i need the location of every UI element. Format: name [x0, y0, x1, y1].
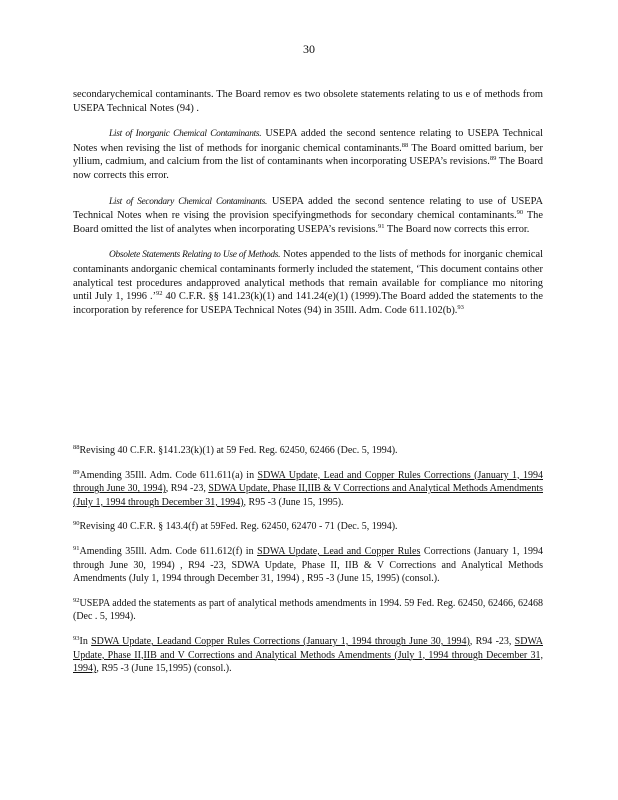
footnote-text: , R95 -3 (June 15, 1995). [243, 496, 344, 508]
footnote-number: 90 [73, 520, 80, 528]
footnote-ref[interactable]: 89 [489, 155, 497, 163]
footnote [73, 444, 543, 458]
footnote-text: Amending 35Ill. Adm. Code 611.612(f) in [79, 545, 258, 557]
footnote [73, 520, 543, 534]
footnote-number: 92 [73, 596, 80, 604]
paragraph-text: USEPA added the second sentence relating to USEPA Technical Notes when revising the list of methods for inorganic chemical contaminants. [73, 128, 544, 154]
footnote-text: Revising 40 C.F.R. § 143.4(f) at 59Fed. Reg. 62450, 62470 - 71 (Dec. 5, 1994). [79, 521, 398, 533]
footnote-citation: SDWA Update, Lead and Copper Rules [257, 545, 421, 557]
paragraph-text: USEPA added the second sentence relating to use of USEPA Technical Notes when re vising the provision specifyingmethods for secondary chemical contaminants. [73, 195, 543, 222]
paragraph-text: Notes appended to the lists of methods for inorganic chemical contaminants andorganic chemical contaminants formerly included the statement, ‘This document contains other analytical test procedures andapproved analytical methods that remain available for compliance mo nitoring until July 1, 1996 .’ [73, 249, 543, 303]
footnote-ref[interactable]: 88 [401, 141, 409, 149]
footnote-text: , R94 -23, [469, 635, 515, 647]
footnote-citation: SDWA Update, Phase II,IIB and V Corrections and Analytical Methods Amendments (July 1, 1994 through December 31, 1994) [73, 635, 543, 675]
body-text [73, 88, 543, 329]
paragraph-secondary [73, 195, 543, 237]
footnote-text: Revising 40 C.F.R. §141.23(k)(1) at 59 Fed. Reg. 62450, 62466 (Dec. 5, 1994). [79, 445, 398, 456]
footnote-ref[interactable]: 90 [516, 209, 524, 217]
paragraph-text: The Board now corrects this error. [384, 223, 530, 235]
footnote-text: Corrections (January 1, 1994 through June 30, 1994) , R94 -23, SDWA Update, Phase II, IIB & V Corrections and Analytical Methods Amendments (July 1, 1994 through December 31, 1994) , R95 -3 (June 15, 1995) (consol.). [73, 545, 543, 585]
footnote-citation: SDWA Update, Lead and Copper Rules Corrections (January 1, 1994 through June 30, 1994) [73, 469, 544, 495]
footnote-ref[interactable]: 93 [457, 303, 464, 311]
paragraph-text: The Board omitted barium, ber yllium, cadmium, and calcium from the list of contaminants when incorporating USEPA’s revisions. [73, 142, 543, 168]
footnote [73, 469, 543, 510]
footnote-text: , R94 -23, [165, 483, 209, 495]
page-number: 30 [303, 42, 315, 56]
section-heading: List of Secondary Chemical Contaminants. [109, 196, 268, 207]
section-heading: List of Inorganic Chemical Contaminants. [109, 129, 262, 140]
footnote-text: Amending 35Ill. Adm. Code 611.611(a) in [79, 469, 258, 481]
footnote [73, 597, 543, 624]
footnote-ref[interactable]: 91 [377, 222, 385, 230]
footnote-citation: SDWA Update, Leadand Copper Rules Corrections (January 1, 1994 through June 30, 1994) [91, 635, 470, 647]
footnote [73, 545, 543, 586]
footnotes [73, 444, 543, 687]
footnote-text: In [79, 635, 92, 647]
footnote-ref[interactable]: 92 [156, 290, 163, 298]
paragraph-intro: secondarychemical contaminants. The Board remov es two obsolete statements relating to us e of methods from USEPA Technical Notes (94) . [73, 89, 543, 114]
footnote-text: USEPA added the statements as part of analytical methods amendments in 1994. 59 Fed. Reg. 62450, 62466, 62468 (Dec . 5, 1994). [73, 597, 543, 623]
paragraph-inorganic [73, 127, 543, 182]
footnote-number: 93 [73, 634, 80, 642]
footnote-citation: SDWA Update, Phase II,IIB & V Corrections and Analytical Methods Amendments (July 1, 1994 through December 31, 1994) [73, 483, 543, 508]
section-heading: Obsolete Statements Relating to Use of Methods. [109, 250, 281, 261]
paragraph-obsolete [73, 248, 543, 317]
footnote [73, 635, 543, 676]
paragraph-text: The Board now corrects this error. [73, 156, 543, 181]
footnote-number: 91 [73, 544, 80, 552]
paragraph-text: The Board omitted the list of analytes when incorporating USEPA’s revisions. [73, 210, 543, 235]
footnote-text: , R95 -3 (June 15,1995) (consol.). [96, 663, 232, 675]
paragraph-text: 40 C.F.R. §§ 141.23(k)(1) and 141.24(e)(1) (1999).The Board added the statements to the incorporation by reference for USEPA Technical Notes (94) in 35Ill. Adm. Code 611.102(b). [73, 291, 543, 316]
footnote-number: 89 [73, 468, 80, 476]
footnote-number: 88 [73, 444, 80, 451]
